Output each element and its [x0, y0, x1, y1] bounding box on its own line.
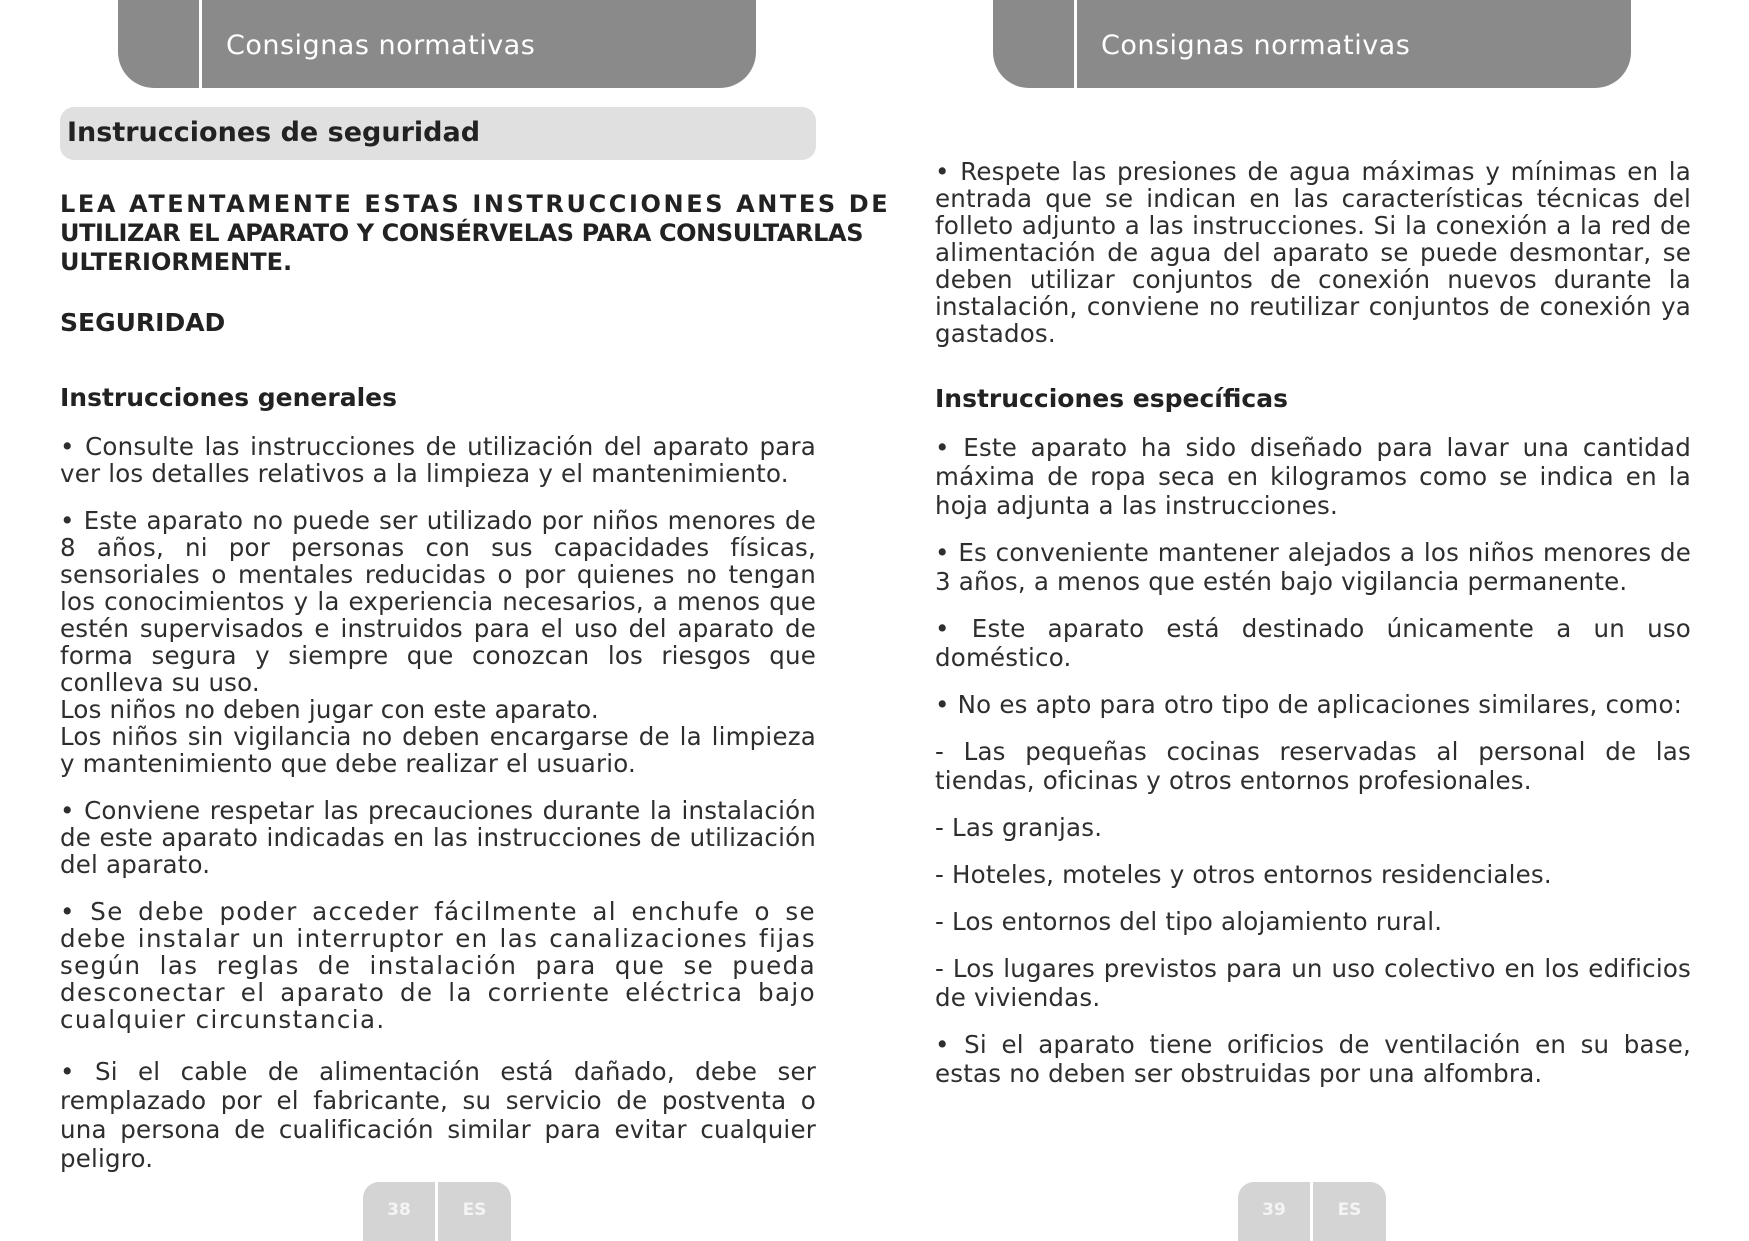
- header-divider: [1074, 0, 1077, 88]
- header-tab: [118, 0, 756, 88]
- header-divider: [199, 0, 202, 88]
- general-instructions-heading: Instrucciones generales: [60, 383, 397, 412]
- specific-instructions-heading: Instrucciones específicas: [935, 384, 1288, 413]
- paragraph: • Este aparato está destinado únicamente a un uso doméstico.: [935, 614, 1691, 672]
- language-code: ES: [1337, 1200, 1362, 1220]
- paragraph: • Respete las presiones de agua máximas y mínimas en la entrada que se indican en las características técnicas del folleto adjunto a las instrucciones. Si la conexión a la red de alimentación de agua del aparato se puede desmontar, se deben utilizar conjuntos de conexión nuevos durante la instalación, conviene no reutilizar conjuntos de conexión ya gastados.: [935, 157, 1691, 348]
- warning-line-1: LEA ATENTAMENTE ESTAS INSTRUCCIONES ANTES DE: [60, 190, 891, 218]
- paragraph: • Este aparato no puede ser utilizado por niños menores de 8 años, ni por personas con sus capacidades físicas, sensoriales o mentales reducidas o por quienes no tengan los conocimientos y la experiencia necesarios, a menos que estén supervisados e instruidos para el uso del aparato de forma segura y siempre que conozcan los riesgos que conlleva su uso.: [60, 506, 816, 697]
- paragraph: - Las pequeñas cocinas reservadas al personal de las tiendas, oficinas y otros entornos profesionales.: [935, 737, 1691, 795]
- paragraph: - Las granjas.: [935, 813, 1103, 842]
- page-number: 39: [1262, 1200, 1286, 1220]
- paragraph: Los niños no deben jugar con este aparato.: [60, 695, 599, 724]
- paragraph: • Se debe poder acceder fácilmente al enchufe o se debe instalar un interruptor en las canalizaciones fijas según las reglas de instalación para que se pueda desconectar el aparato de la corriente eléctrica bajo cualquier circunstancia.: [60, 897, 816, 1034]
- general-instructions-body: [60, 433, 816, 1173]
- paragraph: - Los lugares previstos para un uso colectivo en los edificios de viviendas.: [935, 954, 1691, 1012]
- paragraph: - Hoteles, moteles y otros entornos residenciales.: [935, 860, 1552, 889]
- header-title: Consignas normativas: [1101, 30, 1411, 61]
- paragraph: • Conviene respetar las precauciones durante la instalación de este aparato indicadas en las instrucciones de utilización del aparato.: [60, 796, 816, 879]
- paragraph: Los niños sin vigilancia no deben encargarse de la limpieza y mantenimiento que debe realizar el usuario.: [60, 722, 816, 778]
- water-pressure-paragraph: [935, 158, 1691, 347]
- paragraph: • Consulte las instrucciones de utilización del aparato para ver los detalles relativos a la limpieza y el mantenimiento.: [60, 432, 816, 488]
- paragraph: • Es conveniente mantener alejados a los niños menores de 3 años, a menos que estén bajo vigilancia permanente.: [935, 538, 1691, 596]
- header-title: Consignas normativas: [226, 30, 536, 61]
- warning-line-3: ULTERIORMENTE.: [60, 248, 293, 276]
- right-page: [875, 0, 1749, 1241]
- page-number: 38: [387, 1200, 411, 1220]
- paragraph: • Si el aparato tiene orificios de ventilación en su base, estas no deben ser obstruidas por una alfombra.: [935, 1030, 1691, 1088]
- paragraph: • No es apto para otro tipo de aplicaciones similares, como:: [935, 690, 1683, 719]
- header-tab: [993, 0, 1631, 88]
- section-title: Instrucciones de seguridad: [67, 117, 481, 148]
- safety-heading: SEGURIDAD: [60, 308, 226, 337]
- warning-line-2: UTILIZAR EL APARATO Y CONSÉRVELAS PARA CONSULTARLAS: [60, 219, 864, 247]
- paragraph: • Este aparato ha sido diseñado para lavar una cantidad máxima de ropa seca en kilogramos como se indica en la hoja adjunta a las instrucciones.: [935, 433, 1691, 520]
- paragraph: - Los entornos del tipo alojamiento rural.: [935, 907, 1443, 936]
- paragraph: • Si el cable de alimentación está dañado, debe ser remplazado por el fabricante, su servicio de postventa o una persona de cualificación similar para evitar cualquier peligro.: [60, 1057, 816, 1173]
- page-number-tab: [1238, 1182, 1386, 1241]
- page-number-tab: [363, 1182, 511, 1241]
- section-title-bar: [60, 107, 816, 160]
- language-code: ES: [462, 1200, 487, 1220]
- specific-instructions-body: [935, 433, 1691, 1088]
- warning-text: [60, 190, 891, 277]
